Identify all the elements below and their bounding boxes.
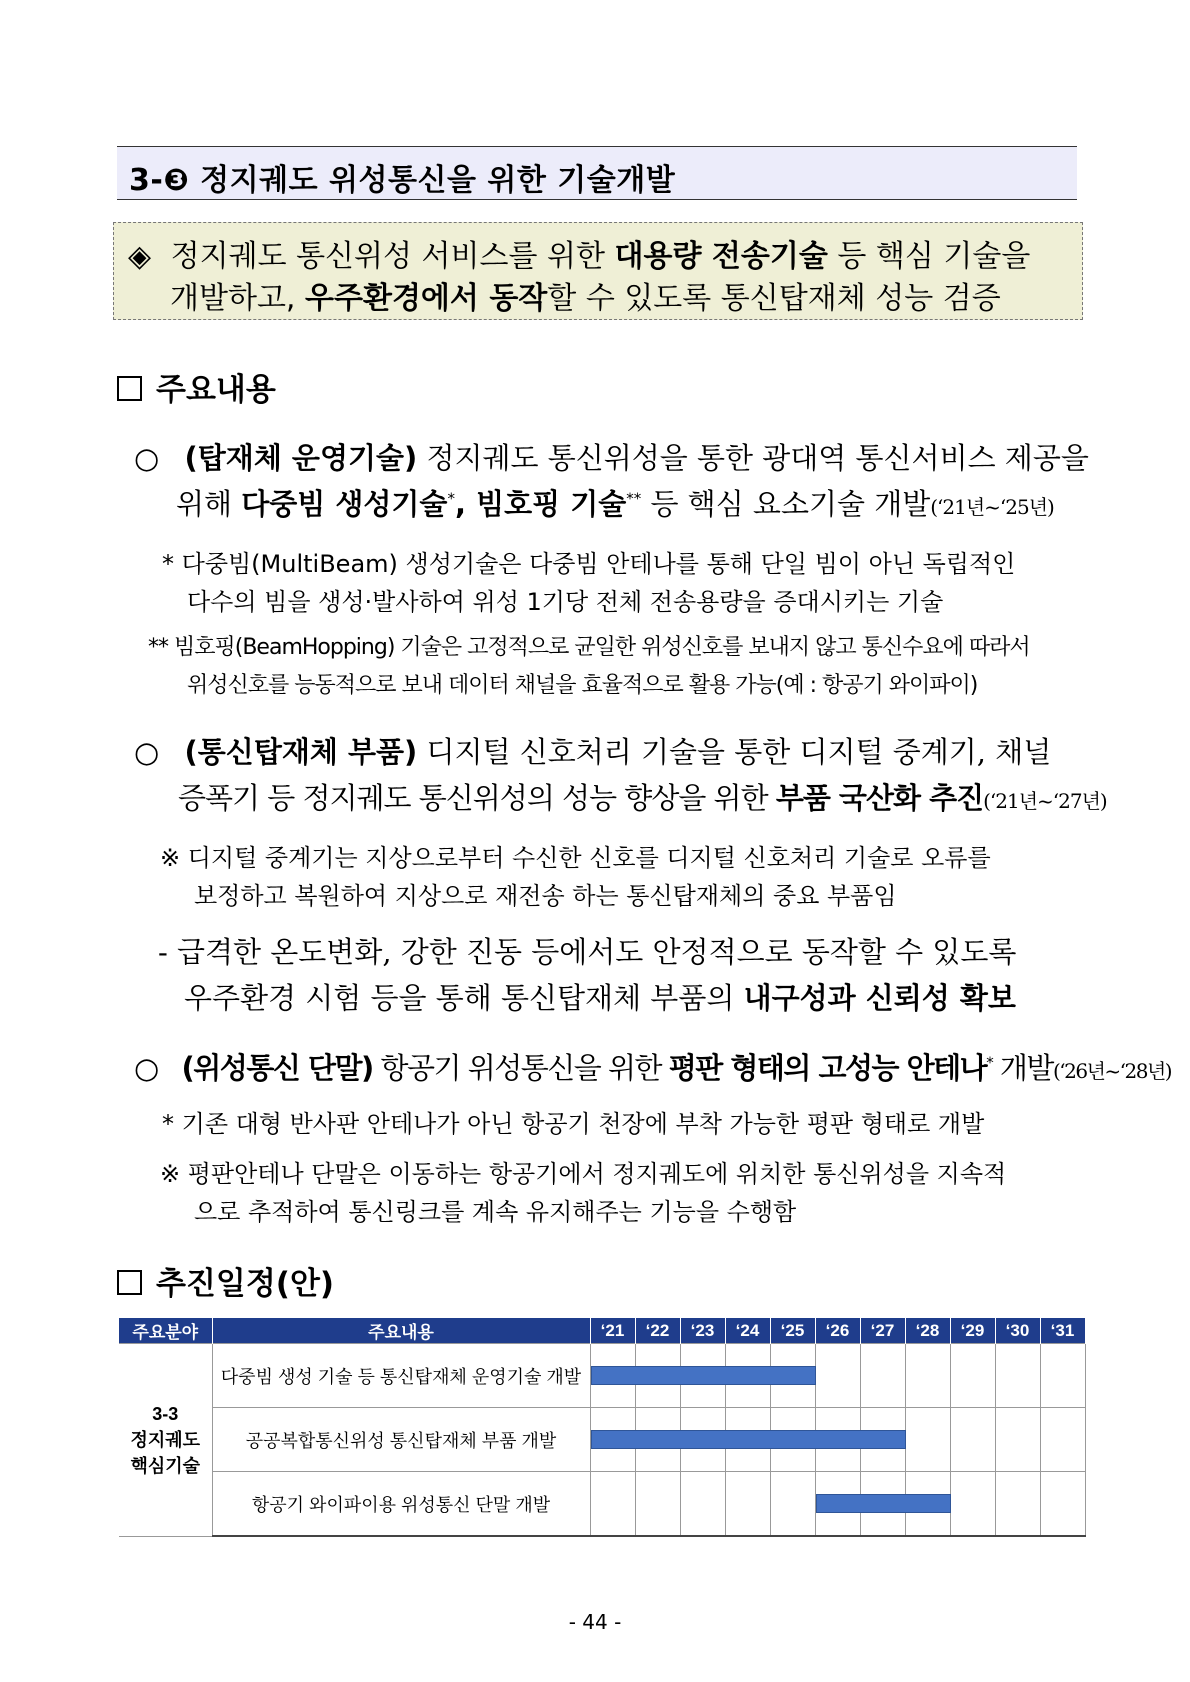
year-cell bbox=[995, 1472, 1040, 1537]
header-year: ‘31 bbox=[1040, 1318, 1085, 1344]
table-row bbox=[119, 1344, 1085, 1408]
item2-note-line2: 보정하고 복원하여 지상으로 재전송 하는 통신탑재체의 중요 부품임 bbox=[194, 882, 897, 910]
year-cell bbox=[635, 1344, 680, 1408]
item1-text: 위해 bbox=[176, 487, 242, 521]
year-cell bbox=[815, 1344, 860, 1408]
item1-note1-line1: * 다중빔(MultiBeam) 생성기술은 다중빔 안테나를 통해 단일 빔이 아닌 독립적인 bbox=[162, 550, 1016, 578]
year-cell bbox=[680, 1408, 725, 1472]
summary-text: 할 수 있도록 통신탑재체 성능 검증 bbox=[547, 281, 1001, 316]
year-cell bbox=[905, 1344, 950, 1408]
item2-text: 증폭기 등 정지궤도 통신위성의 성능 향상을 위한 bbox=[178, 781, 776, 815]
item2-sub-line2 bbox=[184, 976, 1016, 1017]
item1-note2-line2: 위성신호를 능동적으로 보내 데이터 채널을 효율적으로 활용 가능(예 : 항공기 와이파이) bbox=[187, 673, 978, 698]
year-cell bbox=[815, 1472, 860, 1537]
year-cell bbox=[725, 1472, 770, 1537]
section-title bbox=[117, 146, 1077, 200]
item1-line2 bbox=[176, 482, 1054, 523]
footnote-mark: * bbox=[447, 489, 455, 508]
heading-main-contents bbox=[117, 364, 276, 409]
header-area: 주요분야 bbox=[119, 1318, 212, 1344]
year-cell bbox=[770, 1408, 815, 1472]
year-cell bbox=[950, 1344, 995, 1408]
heading-schedule-text: 추진일정(안) bbox=[156, 1266, 335, 1302]
summary-text: 등 핵심 기술을 bbox=[827, 239, 1031, 274]
item3-text: 항공기 위성통신을 위한 bbox=[372, 1051, 669, 1085]
year-cell bbox=[860, 1472, 905, 1537]
summary-line-1 bbox=[128, 231, 1030, 275]
item3-line1 bbox=[134, 1046, 1171, 1087]
year-cell bbox=[860, 1344, 905, 1408]
year-cell bbox=[1040, 1408, 1085, 1472]
circle-bullet-icon: ○ bbox=[134, 441, 160, 475]
item1-text: 정지궤도 통신위성을 통한 광대역 통신서비스 제공을 bbox=[417, 441, 1089, 475]
content-cell: 항공기 와이파이용 위성통신 단말 개발 bbox=[212, 1472, 590, 1537]
year-cell bbox=[725, 1408, 770, 1472]
item3-emphasis: 평판 형태의 고성능 안테나 bbox=[668, 1051, 987, 1085]
item1-note1-line2: 다수의 빔을 생성·발사하여 위성 1기당 전체 전송용량을 증대시키는 기술 bbox=[187, 588, 944, 616]
year-cell bbox=[590, 1408, 635, 1472]
table-row bbox=[119, 1408, 1085, 1472]
summary-box bbox=[113, 222, 1083, 320]
circle-bullet-icon: ○ bbox=[134, 1051, 158, 1085]
item1-emphasis: , 빔호핑 기술 bbox=[454, 487, 627, 521]
header-year: ‘23 bbox=[680, 1318, 725, 1344]
year-cell bbox=[950, 1408, 995, 1472]
item2-emphasis: 부품 국산화 추진 bbox=[775, 781, 984, 815]
item1-period: (‘21년~‘25년) bbox=[930, 495, 1054, 519]
checkbox-icon bbox=[117, 1270, 142, 1295]
header-year: ‘22 bbox=[635, 1318, 680, 1344]
table-row bbox=[119, 1472, 1085, 1537]
year-cell bbox=[590, 1472, 635, 1537]
item1-emphasis: 다중빔 생성기술 bbox=[241, 487, 448, 521]
page-number: - 44 - bbox=[568, 1610, 622, 1634]
item2-line1 bbox=[134, 730, 1051, 771]
year-cell bbox=[950, 1472, 995, 1537]
header-year: ‘30 bbox=[995, 1318, 1040, 1344]
year-cell bbox=[590, 1344, 635, 1408]
summary-emphasis: 우주환경에서 동작 bbox=[305, 281, 548, 316]
year-cell bbox=[680, 1344, 725, 1408]
circle-bullet-icon: ○ bbox=[134, 735, 160, 769]
year-cell bbox=[1040, 1344, 1085, 1408]
header-year: ‘24 bbox=[725, 1318, 770, 1344]
item3-label: (위성통신 단말) bbox=[181, 1051, 373, 1085]
summary-emphasis: 대용량 전송기술 bbox=[614, 239, 828, 274]
year-cell bbox=[725, 1344, 770, 1408]
year-cell bbox=[905, 1408, 950, 1472]
year-cell bbox=[995, 1344, 1040, 1408]
content-cell: 다중빔 생성 기술 등 통신탑재체 운영기술 개발 bbox=[212, 1344, 590, 1408]
area-label: 정지궤도 bbox=[130, 1429, 201, 1450]
checkbox-icon bbox=[117, 376, 142, 401]
header-content: 주요내용 bbox=[212, 1318, 590, 1344]
heading-schedule bbox=[117, 1258, 334, 1303]
item2-sub-line1: - 급격한 온도변화, 강한 진동 등에서도 안정적으로 동작할 수 있도록 bbox=[158, 935, 1017, 969]
header-year: ‘25 bbox=[770, 1318, 815, 1344]
item2-line2 bbox=[178, 776, 1107, 817]
header-year: ‘26 bbox=[815, 1318, 860, 1344]
item1-note2-line1: ** 빔호핑(BeamHopping) 기술은 고정적으로 균일한 위성신호를 보내지 않고 통신수요에 따라서 bbox=[148, 635, 1030, 660]
schedule-table bbox=[119, 1318, 1085, 1537]
heading-main-text: 주요내용 bbox=[156, 372, 276, 408]
area-label: 핵심기술 bbox=[130, 1455, 201, 1476]
item2-label: (통신탑재체 부품) bbox=[184, 735, 418, 769]
year-cell bbox=[770, 1472, 815, 1537]
year-cell bbox=[815, 1408, 860, 1472]
item2-sub-emphasis: 내구성과 신뢰성 확보 bbox=[743, 981, 1016, 1015]
header-year: ‘29 bbox=[950, 1318, 995, 1344]
summary-text: 개발하고, bbox=[170, 281, 305, 316]
area-label: 3-3 bbox=[152, 1403, 179, 1424]
header-year: ‘21 bbox=[590, 1318, 635, 1344]
diamond-bullet-icon: ◈ bbox=[128, 239, 152, 274]
header-year: ‘27 bbox=[860, 1318, 905, 1344]
schedule-header-row bbox=[119, 1318, 1085, 1344]
item3-note2-line1: ※ 평판안테나 단말은 이동하는 항공기에서 정지궤도에 위치한 통신위성을 지속적 bbox=[160, 1160, 1007, 1188]
section-title-text: 3-❸ 정지궤도 위성통신을 위한 기술개발 bbox=[129, 163, 676, 198]
footnote-mark: * bbox=[986, 1053, 993, 1072]
item2-sub-text: 우주환경 시험 등을 통해 통신탑재체 부품의 bbox=[184, 981, 744, 1015]
year-cell bbox=[860, 1408, 905, 1472]
item3-note2-line2: 으로 추적하여 통신링크를 계속 유지해주는 기능을 수행함 bbox=[194, 1198, 797, 1226]
item1-line1 bbox=[134, 436, 1089, 477]
item2-text: 디지털 신호처리 기술을 통한 디지털 중계기, 채널 bbox=[417, 735, 1052, 769]
summary-text: 정지궤도 통신위성 서비스를 위한 bbox=[170, 239, 615, 274]
year-cell bbox=[680, 1472, 725, 1537]
year-cell bbox=[770, 1344, 815, 1408]
item2-note-line1: ※ 디지털 중계기는 지상으로부터 수신한 신호를 디지털 신호처리 기술로 오류를 bbox=[160, 844, 991, 872]
item3-note1: * 기존 대형 반사판 안테나가 아닌 항공기 천장에 부착 가능한 평판 형태로 개발 bbox=[162, 1110, 985, 1138]
item1-text: 등 핵심 요소기술 개발 bbox=[641, 487, 931, 521]
area-cell bbox=[119, 1344, 212, 1537]
year-cell bbox=[905, 1472, 950, 1537]
year-cell bbox=[635, 1408, 680, 1472]
item2-period: (‘21년~‘27년) bbox=[983, 789, 1107, 813]
footnote-mark: ** bbox=[626, 489, 642, 508]
summary-line-2 bbox=[170, 273, 1001, 317]
item1-label: (탑재체 운영기술) bbox=[184, 441, 418, 475]
content-cell: 공공복합통신위성 통신탑재체 부품 개발 bbox=[212, 1408, 590, 1472]
year-cell bbox=[1040, 1472, 1085, 1537]
item3-text: 개발 bbox=[992, 1051, 1053, 1085]
year-cell bbox=[995, 1408, 1040, 1472]
item3-period: (‘26년~‘28년) bbox=[1052, 1059, 1172, 1083]
header-year: ‘28 bbox=[905, 1318, 950, 1344]
year-cell bbox=[635, 1472, 680, 1537]
